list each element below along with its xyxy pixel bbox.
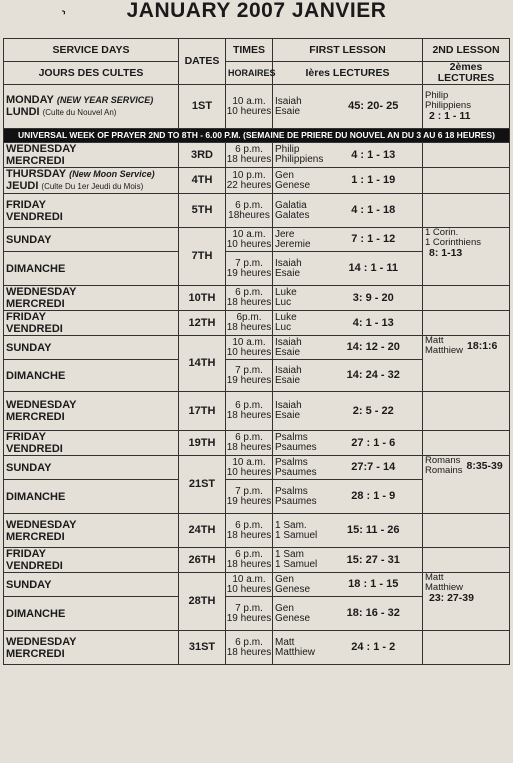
table-row xyxy=(4,548,510,573)
book-en: 1 Sam. xyxy=(275,519,307,531)
second-lesson-cell xyxy=(423,194,510,228)
day-en-text: MONDAY xyxy=(6,94,54,106)
book-en: Luke xyxy=(275,287,297,298)
header-second-lesson: 2ND LESSON xyxy=(423,39,510,62)
book-fr: Galates xyxy=(275,209,310,221)
day-en-text: WEDNESDAY xyxy=(6,635,77,648)
table-row xyxy=(4,311,510,336)
book-en: Isaiah xyxy=(275,336,302,348)
book-en: Psalms xyxy=(275,432,308,443)
day-en xyxy=(6,636,176,648)
day-fr xyxy=(6,648,176,660)
time-cell xyxy=(226,431,273,456)
date-cell: 17TH xyxy=(179,392,226,431)
service-day-cell xyxy=(4,286,179,311)
day-en-text: FRIDAY xyxy=(6,198,46,211)
time-en: 6 p.m. xyxy=(235,519,263,531)
time-en: 7 p.m. xyxy=(235,364,263,376)
service-day-cell xyxy=(4,456,179,480)
table-row xyxy=(4,631,510,665)
book-en: Isaiah xyxy=(275,400,302,411)
second-lesson-book-fr: Matthiew xyxy=(425,345,464,356)
table-row xyxy=(4,336,510,360)
book-en: 1 Sam xyxy=(275,549,304,560)
service-day-cell xyxy=(4,514,179,548)
book-cell xyxy=(273,194,325,228)
second-lesson-cell xyxy=(423,573,510,631)
header-dates: DATES xyxy=(179,39,226,85)
stray-mark: › xyxy=(59,5,69,19)
book-en: Psalms xyxy=(275,485,308,497)
table-row xyxy=(4,228,510,252)
table-row xyxy=(4,286,510,311)
service-day-cell xyxy=(4,143,179,168)
day-en-note: (NEW YEAR SERVICE) xyxy=(56,95,154,105)
time-en: 10 a.m. xyxy=(232,228,266,240)
day-fr-text: VENDREDI xyxy=(6,210,63,223)
date-cell: 14TH xyxy=(179,336,226,392)
reference-cell: 45: 20- 25 xyxy=(325,85,423,129)
service-day-cell xyxy=(4,85,179,129)
second-lesson-book-en: Philip xyxy=(425,90,449,102)
header-times: TIMES xyxy=(226,39,273,62)
second-lesson-cell xyxy=(423,286,510,311)
book-cell xyxy=(273,573,325,597)
second-lesson-cell xyxy=(423,456,510,514)
day-fr xyxy=(6,263,176,275)
reference-cell: 15: 27 - 31 xyxy=(325,548,423,573)
reference-cell: 27:7 - 14 xyxy=(325,456,423,480)
table-row xyxy=(4,456,510,480)
second-lesson-book-en: Matt xyxy=(425,572,444,583)
day-en-text: SUNDAY xyxy=(6,233,52,246)
day-en xyxy=(6,286,176,298)
time-cell xyxy=(226,143,273,168)
day-en-text: SUNDAY xyxy=(6,461,52,474)
time-en: 6 p.m. xyxy=(235,144,263,155)
reference-cell: 2: 5 - 22 xyxy=(325,392,423,431)
time-cell xyxy=(226,252,273,286)
book-fr: Genese xyxy=(275,179,311,191)
time-cell xyxy=(226,194,273,228)
day-fr xyxy=(6,411,176,423)
service-day-cell xyxy=(4,194,179,228)
time-en: 10 a.m. xyxy=(232,95,266,107)
service-day-cell xyxy=(4,252,179,286)
book-cell xyxy=(273,143,325,168)
day-fr-note: (Culte Du 1er Jeudi du Mois) xyxy=(41,182,144,191)
day-fr-text: DIMANCHE xyxy=(6,369,66,382)
day-en xyxy=(6,431,176,443)
header-lectures-2: 2èmes LECTURES xyxy=(423,62,510,85)
day-fr xyxy=(6,180,176,193)
book-en: Luke xyxy=(275,312,297,323)
book-fr: Philippiens xyxy=(275,154,324,165)
second-lesson-book-en: 1 Corin. xyxy=(425,227,459,238)
book-en: Psalms xyxy=(275,456,308,468)
book-cell xyxy=(273,168,325,194)
book-fr: Esaie xyxy=(275,267,301,279)
time-fr: 19 heures xyxy=(226,374,272,386)
time-fr: 18 heures xyxy=(226,442,272,453)
time-fr: 10 heures xyxy=(226,583,272,595)
day-en xyxy=(6,342,176,354)
service-day-cell xyxy=(4,548,179,573)
service-day-cell xyxy=(4,631,179,665)
reference-cell: 15: 11 - 26 xyxy=(325,514,423,548)
header-first-lesson: FIRST LESSON xyxy=(273,39,423,62)
second-lesson-reference: 18:1:6 xyxy=(467,340,498,352)
day-fr-text: DIMANCHE xyxy=(6,262,66,275)
book-cell xyxy=(273,431,325,456)
reference-cell: 7 : 1 - 12 xyxy=(325,228,423,252)
book-fr: 1 Samuel xyxy=(275,559,318,570)
day-fr-text: JEUDI xyxy=(6,180,39,192)
time-en: 7 p.m. xyxy=(235,257,263,269)
book-fr: Luc xyxy=(275,297,292,308)
second-lesson-reference: 2 : 1 - 11 xyxy=(429,110,471,123)
time-en: 6 p.m. xyxy=(235,199,263,211)
page-title: JANUARY 2007 JANVIER xyxy=(126,0,387,22)
book-fr: Jeremie xyxy=(275,238,311,250)
date-cell: 5TH xyxy=(179,194,226,228)
day-fr-text: MERCREDI xyxy=(6,411,65,423)
time-fr: 19 heures xyxy=(226,612,272,624)
banner-text: UNIVERSAL WEEK OF PRAYER 2ND TO 8TH - 6.00 P.M. (SEMAINE DE PRIERE DU NOUVEL AN DU 3 AU 6 18 HEURES) xyxy=(4,129,510,143)
time-cell xyxy=(226,514,273,548)
service-day-cell xyxy=(4,360,179,392)
book-cell xyxy=(273,548,325,573)
second-lesson-book-en: Matt xyxy=(425,335,444,346)
date-cell: 10TH xyxy=(179,286,226,311)
book-fr: Genese xyxy=(275,612,311,624)
book-cell xyxy=(273,252,325,286)
table-row xyxy=(4,85,510,129)
day-en-text: SUNDAY xyxy=(6,578,52,591)
second-lesson-books xyxy=(425,573,463,593)
date-cell: 7TH xyxy=(179,228,226,286)
book-en: Philip xyxy=(275,144,300,155)
day-en xyxy=(6,579,176,591)
second-lesson-cell xyxy=(423,514,510,548)
book-fr: Luc xyxy=(275,322,292,333)
second-lesson-cell xyxy=(423,228,510,286)
time-cell xyxy=(226,286,273,311)
second-lesson-reference: 23: 27-39 xyxy=(429,592,474,604)
second-lesson-cell xyxy=(423,85,510,129)
book-fr: Esaie xyxy=(275,346,301,358)
date-cell: 12TH xyxy=(179,311,226,336)
day-fr xyxy=(6,155,176,167)
table-row xyxy=(4,194,510,228)
day-fr xyxy=(6,298,176,310)
time-fr: 18 heures xyxy=(226,322,272,333)
day-en xyxy=(6,94,176,106)
time-fr: 19 heures xyxy=(226,495,272,507)
date-cell: 31ST xyxy=(179,631,226,665)
service-day-cell xyxy=(4,228,179,252)
time-cell xyxy=(226,392,273,431)
day-fr-text: MERCREDI xyxy=(6,155,65,167)
second-lesson-book-fr: Matthiew xyxy=(425,582,464,593)
time-cell xyxy=(226,548,273,573)
book-en: Gen xyxy=(275,573,294,585)
service-day-cell xyxy=(4,480,179,514)
second-lesson-books xyxy=(425,91,471,111)
second-lesson-cell xyxy=(423,143,510,168)
day-fr xyxy=(6,370,176,382)
book-cell xyxy=(273,597,325,631)
day-en-text: FRIDAY xyxy=(6,311,46,323)
day-fr-text: MERCREDI xyxy=(6,298,65,310)
day-en-text: THURSDAY xyxy=(6,168,67,180)
reference-cell: 14: 12 - 20 xyxy=(325,336,423,360)
table-row xyxy=(4,573,510,597)
day-en-text: WEDNESDAY xyxy=(6,286,77,298)
second-lesson-books xyxy=(425,456,463,476)
time-cell xyxy=(226,311,273,336)
table-row xyxy=(4,168,510,194)
date-cell: 3RD xyxy=(179,143,226,168)
time-cell xyxy=(226,228,273,252)
time-fr: 10 heures xyxy=(226,346,272,358)
reference-cell: 4 : 1 - 18 xyxy=(325,194,423,228)
time-fr: 18 heures xyxy=(226,559,272,570)
time-cell xyxy=(226,597,273,631)
book-cell xyxy=(273,286,325,311)
time-fr: 18 heures xyxy=(226,297,272,308)
day-fr-text: DIMANCHE xyxy=(6,490,66,503)
time-fr: 10 heures xyxy=(226,105,272,117)
reference-cell: 3: 9 - 20 xyxy=(325,286,423,311)
book-cell xyxy=(273,360,325,392)
service-day-cell xyxy=(4,168,179,194)
book-en: Gen xyxy=(275,169,294,181)
book-fr: Esaie xyxy=(275,374,301,386)
book-cell xyxy=(273,228,325,252)
time-en: 6 p.m. xyxy=(235,287,263,298)
time-cell xyxy=(226,573,273,597)
second-lesson-books xyxy=(425,228,481,248)
day-fr xyxy=(6,106,176,119)
day-en xyxy=(6,311,176,323)
reference-cell: 18: 16 - 32 xyxy=(325,597,423,631)
day-en xyxy=(6,199,176,211)
second-lesson-cell xyxy=(423,431,510,456)
service-day-cell xyxy=(4,597,179,631)
reference-cell: 18 : 1 - 15 xyxy=(325,573,423,597)
date-cell: 19TH xyxy=(179,431,226,456)
time-cell xyxy=(226,360,273,392)
reference-cell: 27 : 1 - 6 xyxy=(325,431,423,456)
book-en: Matt xyxy=(275,636,295,648)
day-fr xyxy=(6,608,176,620)
book-cell xyxy=(273,311,325,336)
book-en: Isaiah xyxy=(275,95,302,107)
table-row xyxy=(4,392,510,431)
service-day-cell xyxy=(4,392,179,431)
time-fr: 19 heures xyxy=(226,267,272,279)
book-fr: Esaie xyxy=(275,105,301,117)
second-lesson-reference: 8: 1-13 xyxy=(429,247,463,259)
day-en xyxy=(6,399,176,411)
service-day-cell xyxy=(4,336,179,360)
book-en: Galatia xyxy=(275,199,307,211)
day-fr-text: LUNDI xyxy=(6,106,40,118)
second-lesson-cell xyxy=(423,336,510,392)
time-en: 10 a.m. xyxy=(232,573,266,585)
day-fr-text: DIMANCHE xyxy=(6,607,66,620)
reference-cell: 4 : 1 - 13 xyxy=(325,143,423,168)
book-en: Gen xyxy=(275,602,294,614)
reference-cell: 24 : 1 - 2 xyxy=(325,631,423,665)
service-day-cell xyxy=(4,311,179,336)
time-en: 7 p.m. xyxy=(235,602,263,614)
second-lesson-book-fr: Philippiens xyxy=(425,100,471,112)
time-fr: 10 heures xyxy=(226,238,272,250)
second-lesson-book-en: Romans xyxy=(425,455,461,466)
day-fr xyxy=(6,531,176,543)
second-lesson-reference: 8:35-39 xyxy=(466,460,503,472)
time-cell xyxy=(226,336,273,360)
day-fr-text: VENDREDI xyxy=(6,443,63,455)
date-cell: 1ST xyxy=(179,85,226,129)
book-fr: Matthiew xyxy=(275,646,316,658)
day-fr xyxy=(6,560,176,572)
book-cell xyxy=(273,631,325,665)
day-en-text: FRIDAY xyxy=(6,548,46,560)
date-cell: 21ST xyxy=(179,456,226,514)
schedule-table xyxy=(3,38,510,665)
day-en-text: SUNDAY xyxy=(6,341,52,354)
header-lectures-1: Ières LECTURES xyxy=(273,62,423,85)
reference-cell: 14: 24 - 32 xyxy=(325,360,423,392)
service-day-cell xyxy=(4,431,179,456)
book-cell xyxy=(273,392,325,431)
second-lesson-cell xyxy=(423,311,510,336)
day-fr-text: VENDREDI xyxy=(6,560,63,572)
day-en xyxy=(6,519,176,531)
day-en xyxy=(6,548,176,560)
book-cell xyxy=(273,456,325,480)
time-cell xyxy=(226,85,273,129)
second-lesson-book-fr: Romains xyxy=(425,465,463,476)
time-en: 6 p.m. xyxy=(235,432,263,443)
reference-cell: 4: 1 - 13 xyxy=(325,311,423,336)
day-en-text: FRIDAY xyxy=(6,431,46,443)
day-en xyxy=(6,143,176,155)
book-en: Isaiah xyxy=(275,364,302,376)
book-fr: Psaumes xyxy=(275,442,317,453)
book-en: Isaiah xyxy=(275,257,302,269)
book-cell xyxy=(273,514,325,548)
day-en xyxy=(6,168,176,180)
book-cell xyxy=(273,85,325,129)
day-fr-note: (Culte du Nouvel An) xyxy=(42,108,117,117)
second-lesson-cell xyxy=(423,631,510,665)
second-lesson-book-fr: 1 Corinthiens xyxy=(425,237,481,248)
day-en-note: (New Moon Service) xyxy=(69,169,155,179)
second-lesson-books xyxy=(425,336,463,356)
time-fr: 18 heures xyxy=(226,646,272,658)
time-fr: 22 heures xyxy=(226,179,272,191)
time-fr: 18 heures xyxy=(226,529,272,541)
time-cell xyxy=(226,631,273,665)
table-row xyxy=(4,514,510,548)
book-fr: Psaumes xyxy=(275,466,317,478)
second-lesson-cell xyxy=(423,168,510,194)
date-cell: 24TH xyxy=(179,514,226,548)
date-cell: 26TH xyxy=(179,548,226,573)
table-row xyxy=(4,431,510,456)
day-fr-text: MERCREDI xyxy=(6,647,65,660)
time-fr: 18 heures xyxy=(226,154,272,165)
day-en-text: WEDNESDAY xyxy=(6,399,77,411)
book-cell xyxy=(273,336,325,360)
time-cell xyxy=(226,480,273,514)
time-en: 10 a.m. xyxy=(232,456,266,468)
time-en: 6 p.m. xyxy=(235,549,263,560)
book-en: Jere xyxy=(275,228,295,240)
time-en: 6p.m. xyxy=(236,312,262,323)
day-fr xyxy=(6,323,176,335)
second-lesson-cell xyxy=(423,392,510,431)
day-fr xyxy=(6,211,176,223)
time-en: 10 a.m. xyxy=(232,336,266,348)
day-en xyxy=(6,462,176,474)
time-cell xyxy=(226,456,273,480)
time-en: 6 p.m. xyxy=(235,636,263,648)
day-en xyxy=(6,234,176,246)
header-row-fr xyxy=(4,62,510,85)
day-en-text: WEDNESDAY xyxy=(6,518,77,531)
prayer-week-banner xyxy=(4,129,510,143)
header-jours: JOURS DES CULTES xyxy=(4,62,179,85)
day-fr xyxy=(6,443,176,455)
day-fr-text: VENDREDI xyxy=(6,323,63,335)
book-fr: Psaumes xyxy=(275,495,317,507)
second-lesson-cell xyxy=(423,548,510,573)
header-service-days: SERVICE DAYS xyxy=(4,39,179,62)
time-fr: 18heures xyxy=(228,209,270,221)
time-cell xyxy=(226,168,273,194)
time-en: 6 p.m. xyxy=(235,400,263,411)
book-fr: Genese xyxy=(275,583,311,595)
date-cell: 4TH xyxy=(179,168,226,194)
day-fr-text: MERCREDI xyxy=(6,530,65,543)
header-horaires: HORAIRES xyxy=(226,62,273,85)
book-cell xyxy=(273,480,325,514)
date-cell: 28TH xyxy=(179,573,226,631)
table-row xyxy=(4,143,510,168)
reference-cell: 1 : 1 - 19 xyxy=(325,168,423,194)
time-en: 10 p.m. xyxy=(232,169,266,181)
reference-cell: 28 : 1 - 9 xyxy=(325,480,423,514)
time-fr: 18 heures xyxy=(226,410,272,421)
book-fr: Esaie xyxy=(275,410,301,421)
reference-cell: 14 : 1 - 11 xyxy=(325,252,423,286)
time-en: 7 p.m. xyxy=(235,485,263,497)
day-en-text: WEDNESDAY xyxy=(6,143,77,155)
header-row xyxy=(4,39,510,62)
time-fr: 10 heures xyxy=(226,466,272,478)
day-fr xyxy=(6,491,176,503)
service-day-cell xyxy=(4,573,179,597)
book-fr: 1 Samuel xyxy=(275,529,318,541)
